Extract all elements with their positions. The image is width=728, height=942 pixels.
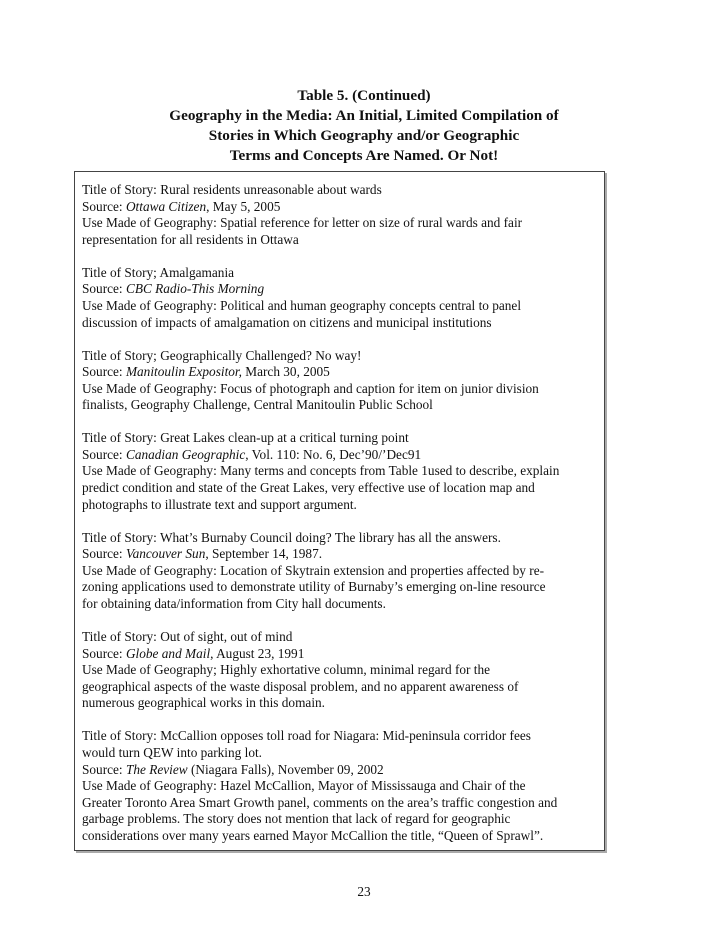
source-publication: Vancouver Sun — [125, 546, 206, 562]
story-title: Title of Story: What’s Burnaby Council doing? The library has all the answers. — [82, 529, 501, 545]
story-use-line: Use Made of Geography: Spatial reference for letter on size of rural wards and fair — [82, 215, 523, 231]
story-use-line: Greater Toronto Area Smart Growth panel, comments on the area’s traffic congestion and — [82, 794, 558, 810]
heading-line-2: Geography in the Media: An Initial, Limited Compilation of — [169, 107, 559, 124]
source-label: Source: — [82, 645, 126, 661]
story-use-line: geographical aspects of the waste disposal problem, and no apparent awareness of — [82, 678, 519, 694]
source-publication: Ottawa Citizen — [125, 198, 207, 214]
source-date: , Vol. 110: No. 6, Dec’90/’Dec91 — [245, 446, 422, 462]
source-publication: Manitoulin Expositor, — [125, 364, 242, 380]
source-label: Source: — [82, 198, 126, 214]
story-use-line: predict condition and state of the Great Lakes, very effective use of location map and — [82, 480, 535, 496]
story-use-line: Use Made of Geography: Hazel McCallion, Mayor of Mississauga and Chair of the — [82, 778, 526, 794]
story-use-line: finalists, Geography Challenge, Central Manitoulin Public School — [82, 397, 433, 413]
table-heading — [80, 86, 648, 166]
story-entry — [82, 348, 604, 414]
page-number: 23 — [357, 884, 371, 899]
story-entry — [82, 265, 604, 331]
source-date: (Niagara Falls), November 09, 2002 — [187, 761, 384, 777]
source-date: , May 5, 2005 — [206, 198, 281, 214]
heading-line-3: Stories in Which Geography and/or Geographic — [208, 127, 520, 144]
stories-table-box — [74, 171, 605, 851]
story-use-line: Use Made of Geography: Many terms and concepts from Table 1used to describe, explain — [82, 463, 560, 479]
story-entry — [82, 182, 604, 248]
story-title: Title of Story: Rural residents unreasonable about wards — [82, 182, 382, 197]
source-publication: Globe and Mail — [125, 645, 211, 661]
story-use-line: discussion of impacts of amalgamation on citizens and municipal institutions — [82, 314, 492, 330]
story-use-line: numerous geographical works in this domain. — [82, 695, 325, 711]
story-use-line: considerations over many years earned Mayor McCallion the title, “Queen of Sprawl”. — [82, 827, 544, 843]
source-label: Source: — [82, 446, 126, 462]
story-use-line: Use Made of Geography; Highly exhortative column, minimal regard for the — [82, 662, 491, 678]
story-source — [82, 447, 604, 464]
story-source — [82, 646, 604, 663]
story-title: Title of Story: Great Lakes clean-up at a critical turning point — [82, 430, 409, 446]
story-source — [82, 364, 604, 381]
heading-line-1: Table 5. (Continued) — [297, 87, 431, 104]
story-use-line: Use Made of Geography: Political and human geography concepts central to panel — [82, 297, 522, 313]
source-publication: The Review — [125, 761, 188, 777]
source-date: March 30, 2005 — [241, 364, 330, 380]
story-source — [82, 546, 604, 563]
story-entry — [82, 530, 604, 613]
source-publication: Canadian Geographic — [125, 446, 246, 462]
story-entry — [82, 728, 604, 844]
story-use-line: garbage problems. The story does not mention that lack of regard for geographic — [82, 811, 511, 827]
story-use-line: photographs to illustrate text and support argument. — [82, 496, 357, 512]
story-source — [82, 199, 604, 216]
story-title: Title of Story: Out of sight, out of mind — [82, 629, 293, 645]
source-label: Source: — [82, 761, 126, 777]
heading-line-4: Terms and Concepts Are Named. Or Not! — [229, 147, 499, 164]
story-title: would turn QEW into parking lot. — [82, 744, 262, 760]
story-source — [82, 281, 604, 298]
story-entry — [82, 430, 604, 513]
source-date: , August 23, 1991 — [210, 645, 305, 661]
story-source — [82, 762, 604, 779]
story-entry — [82, 629, 604, 712]
source-publication: CBC Radio-This Morning — [125, 281, 265, 297]
story-title: Title of Story; Geographically Challenged? No way! — [82, 347, 362, 363]
source-date: , September 14, 1987. — [205, 546, 323, 562]
story-use-line: Use Made of Geography: Location of Skytrain extension and properties affected by re- — [82, 562, 545, 578]
story-use-line: Use Made of Geography: Focus of photograph and caption for item on junior division — [82, 380, 539, 396]
stories-list — [82, 182, 604, 845]
story-title: Title of Story: McCallion opposes toll road for Niagara: Mid-peninsula corridor fees — [82, 728, 531, 744]
source-label: Source: — [82, 281, 126, 297]
source-label: Source: — [82, 546, 126, 562]
story-use-line: zoning applications used to demonstrate utility of Burnaby’s emerging on-line resource — [82, 579, 546, 595]
source-label: Source: — [82, 364, 126, 380]
story-use-line: for obtaining data/information from City hall documents. — [82, 596, 386, 612]
story-use-line: representation for all residents in Ottawa — [82, 231, 299, 247]
story-title: Title of Story; Amalgamania — [82, 264, 235, 280]
